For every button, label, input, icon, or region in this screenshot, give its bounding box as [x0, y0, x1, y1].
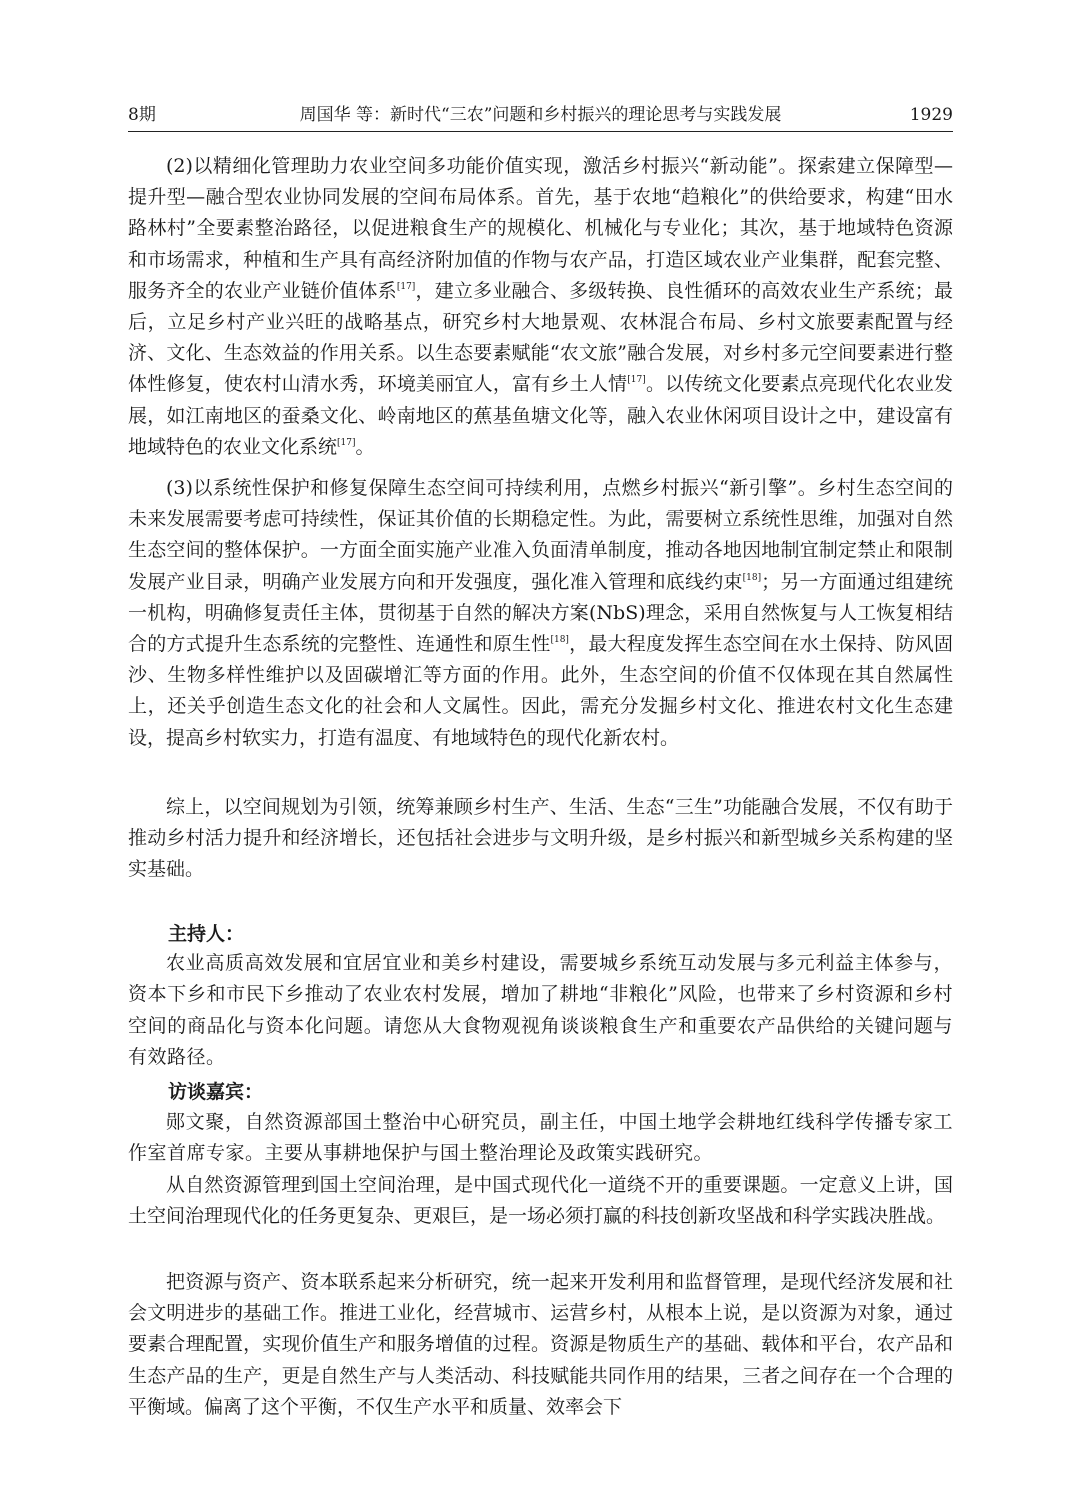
citation-ref: [17]: [396, 281, 416, 292]
guest-label: 访谈嘉宾：: [168, 1081, 264, 1103]
paragraph-text: 郧文聚，自然资源部国土整治中心研究员，副主任，中国土地学会耕地红线科学传播专家工作室首席专家。主要从事耕地保护与国土整治理论及政策实践研究。: [128, 1111, 953, 1165]
paragraph-text: 综上，以空间规划为引领，统筹兼顾乡村生产、生活、生态“三生”功能融合发展，不仅有助于推动乡村活力提升和经济增长，还包括社会进步与文明升级，是乡村振兴和新型城乡关系构建的坚实基础。: [128, 796, 953, 881]
citation-ref: [18]: [742, 572, 762, 583]
citation-ref: [17]: [337, 437, 356, 448]
issue-number: 8期: [128, 105, 156, 125]
host-question: [128, 948, 953, 1073]
guest-bio: [128, 1107, 953, 1170]
body-paragraph-3: [128, 473, 953, 754]
paragraph-text: 把资源与资产、资本联系起来分析研究，统一起来开发利用和监督管理，是现代经济发展和社会文明进步的基础工作。推进工业化，经营城市、运营乡村，从根本上说，是以资源为对象，通过要素合理配置，实现价值生产和服务增值的过程。资源是物质生产的基础、载体和平台，农产品和生态产品的生产，更是自然生产与人类活动、科技赋能共同作用的结果，三者之间存在一个合理的平衡域。偏离了这个平衡，不仅生产水平和质量、效率会下: [128, 1271, 953, 1418]
paragraph-text: 从自然资源管理到国土空间治理，是中国式现代化一道绕不开的重要课题。一定意义上讲，国土空间治理现代化的任务更复杂、更艰巨，是一场必须打赢的科技创新攻坚战和科学实践决胜战。: [128, 1174, 953, 1228]
citation-ref: [18]: [550, 635, 569, 646]
running-title: 周国华 等：新时代“三农”问题和乡村振兴的理论思考与实践发展: [299, 105, 782, 125]
answer-paragraph-2: [128, 1267, 953, 1423]
running-header: [128, 100, 953, 130]
citation-ref: [17]: [627, 375, 646, 386]
paragraph-text: 农业高质高效发展和宜居宜业和美乡村建设，需要城乡系统互动发展与多元利益主体参与，资本下乡和市民下乡推动了农业农村发展，增加了耕地“非粮化”风险，也带来了乡村资源和乡村空间的商品化与资本化问题。请您从大食物观视角谈谈粮食生产和重要农产品供给的关键问题与有效路径。: [128, 952, 953, 1068]
header-rule: [128, 131, 953, 132]
page-number: 1929: [909, 105, 953, 125]
paragraph-text: (3)以系统性保护和修复保障生态空间可持续利用，点燃乡村振兴“新引擎”。乡村生态空间的未来发展需要考虑可持续性，保证其价值的长期稳定性。为此，需要树立系统性思维，加强对自然生态空间的整体保护。一方面全面实施产业准入负面清单制度，推动各地因地制宜制定禁止和限制发展产业目录，明确产业发展方向和开发强度，强化准入管理和底线约束[18]；另一方面通过组建统一机构，明确修复责任主体，贯彻基于自然的解决方案(NbS)理念，采用自然恢复与人工恢复相结合的方式提升生态系统的完整性、连通性和原生性[18]，最大程度发挥生态空间在水土保持、防风固沙、生物多样性维护以及固碳增汇等方面的作用。此外，生态空间的价值不仅体现在其自然属性上，还关乎创造生态文化的社会和人文属性。因此，需充分发掘乡村文化、推进农村文化生态建设，提高乡村软实力，打造有温度、有地域特色的现代化新农村。: [128, 477, 953, 749]
answer-paragraph-1: [128, 1170, 953, 1232]
summary-paragraph: [128, 792, 953, 886]
host-label: 主持人：: [168, 923, 245, 945]
paragraph-text: (2)以精细化管理助力农业空间多功能价值实现，激活乡村振兴“新动能”。探索建立保障型—提升型—融合型农业协同发展的空间布局体系。首先，基于农地“趋粮化”的供给要求，构建“田水路林村”全要素整治路径，以促进粮食生产的规模化、机械化与专业化；其次，基于地域特色资源和市场需求，种植和生产具有高经济附加值的作物与农产品，打造区域农业产业集群，配套完整、服务齐全的农业产业链价值体系[17]，建立多业融合、多级转换、良性循环的高效农业生产系统；最后，立足乡村产业兴旺的战略基点，研究乡村大地景观、农林混合布局、乡村文旅要素配置与经济、文化、生态效益的作用关系。以生态要素赋能“农文旅”融合发展，对乡村多元空间要素进行整体性修复，使农村山清水秀，环境美丽宜人，富有乡土人情[17]。以传统文化要素点亮现代化农业发展，如江南地区的蚕桑文化、岭南地区的蕉基鱼塘文化等，融入农业休闲项目设计之中，建设富有地域特色的农业文化系统[17]。: [128, 155, 953, 458]
body-paragraph-2: [128, 151, 953, 463]
